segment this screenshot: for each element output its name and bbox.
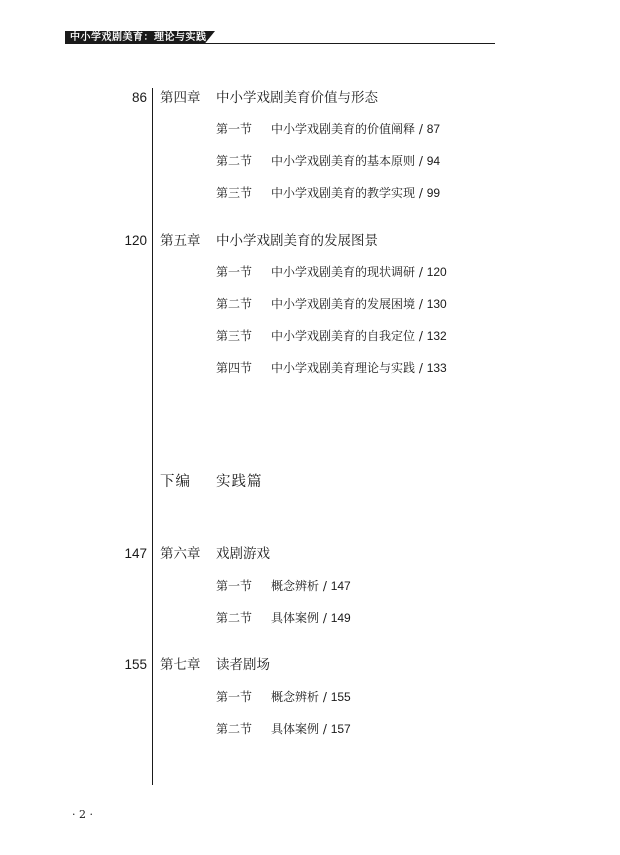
chapter-title: 中小学戏剧美育的发展图景	[216, 233, 378, 249]
chapter-label: 第六章	[160, 546, 201, 562]
section-page: 133	[426, 361, 447, 375]
section-title: 具体案例 /	[271, 611, 331, 625]
section-page: 155	[330, 690, 351, 704]
chapter-page-number: 86	[131, 90, 147, 105]
section-label: 第二节	[216, 297, 253, 311]
chapter-title: 中小学戏剧美育价值与形态	[216, 90, 378, 106]
chapter-label: 第五章	[160, 233, 201, 249]
section-title: 中小学戏剧美育的基本原则 /	[271, 154, 427, 168]
section-page: 149	[330, 611, 351, 625]
part-heading[interactable]	[160, 472, 263, 492]
toc-chapter-4[interactable]	[160, 89, 378, 107]
section-label: 第二节	[216, 611, 253, 625]
section-title: 具体案例 /	[271, 722, 331, 736]
toc-section[interactable]	[216, 689, 351, 705]
header-rule	[65, 43, 495, 44]
section-page: 120	[426, 265, 447, 279]
section-title: 中小学戏剧美育理论与实践 /	[271, 361, 427, 375]
section-label: 第四节	[216, 361, 253, 375]
section-title: 概念辨析 /	[271, 690, 331, 704]
toc-section[interactable]	[216, 360, 447, 376]
chapter-page-number: 155	[124, 657, 147, 672]
page-folio: · 2 ·	[72, 808, 93, 821]
chapter-label: 第四章	[160, 90, 201, 106]
part-title: 实践篇	[216, 474, 263, 490]
toc-chapter-7[interactable]	[160, 656, 270, 674]
section-title: 中小学戏剧美育的发展困境 /	[271, 297, 427, 311]
toc-chapter-6[interactable]	[160, 545, 270, 563]
toc-divider-line	[152, 88, 153, 785]
toc-section[interactable]	[216, 610, 351, 626]
toc-section[interactable]	[216, 264, 447, 280]
toc-section[interactable]	[216, 721, 351, 737]
chapter-title: 戏剧游戏	[216, 546, 270, 562]
running-header-title: 中小学戏剧美育：理论与实践	[70, 32, 207, 43]
section-page: 157	[330, 722, 351, 736]
section-label: 第一节	[216, 690, 253, 704]
section-label: 第二节	[216, 722, 253, 736]
section-page: 132	[426, 329, 447, 343]
section-page: 94	[426, 154, 441, 168]
section-label: 第三节	[216, 186, 253, 200]
toc-section[interactable]	[216, 153, 440, 169]
part-label: 下编	[160, 474, 191, 490]
toc-section[interactable]	[216, 328, 447, 344]
section-label: 第一节	[216, 122, 253, 136]
chapter-label: 第七章	[160, 657, 201, 673]
chapter-title: 读者剧场	[216, 657, 270, 673]
toc-section[interactable]	[216, 185, 440, 201]
section-page: 87	[426, 122, 441, 136]
section-label: 第一节	[216, 579, 253, 593]
toc-chapter-5[interactable]	[160, 232, 378, 250]
toc-section[interactable]	[216, 121, 440, 137]
section-title: 中小学戏剧美育的教学实现 /	[271, 186, 427, 200]
toc-section[interactable]	[216, 296, 447, 312]
section-label: 第三节	[216, 329, 253, 343]
section-title: 中小学戏剧美育的现状调研 /	[271, 265, 427, 279]
section-page: 147	[330, 579, 351, 593]
section-label: 第二节	[216, 154, 253, 168]
chapter-page-number: 147	[124, 546, 147, 561]
toc-section[interactable]	[216, 578, 351, 594]
section-title: 中小学戏剧美育的自我定位 /	[271, 329, 427, 343]
section-title: 概念辨析 /	[271, 579, 331, 593]
section-label: 第一节	[216, 265, 253, 279]
section-page: 130	[426, 297, 447, 311]
section-page: 99	[426, 186, 441, 200]
section-title: 中小学戏剧美育的价值阐释 /	[271, 122, 427, 136]
chapter-page-number: 120	[124, 233, 147, 248]
